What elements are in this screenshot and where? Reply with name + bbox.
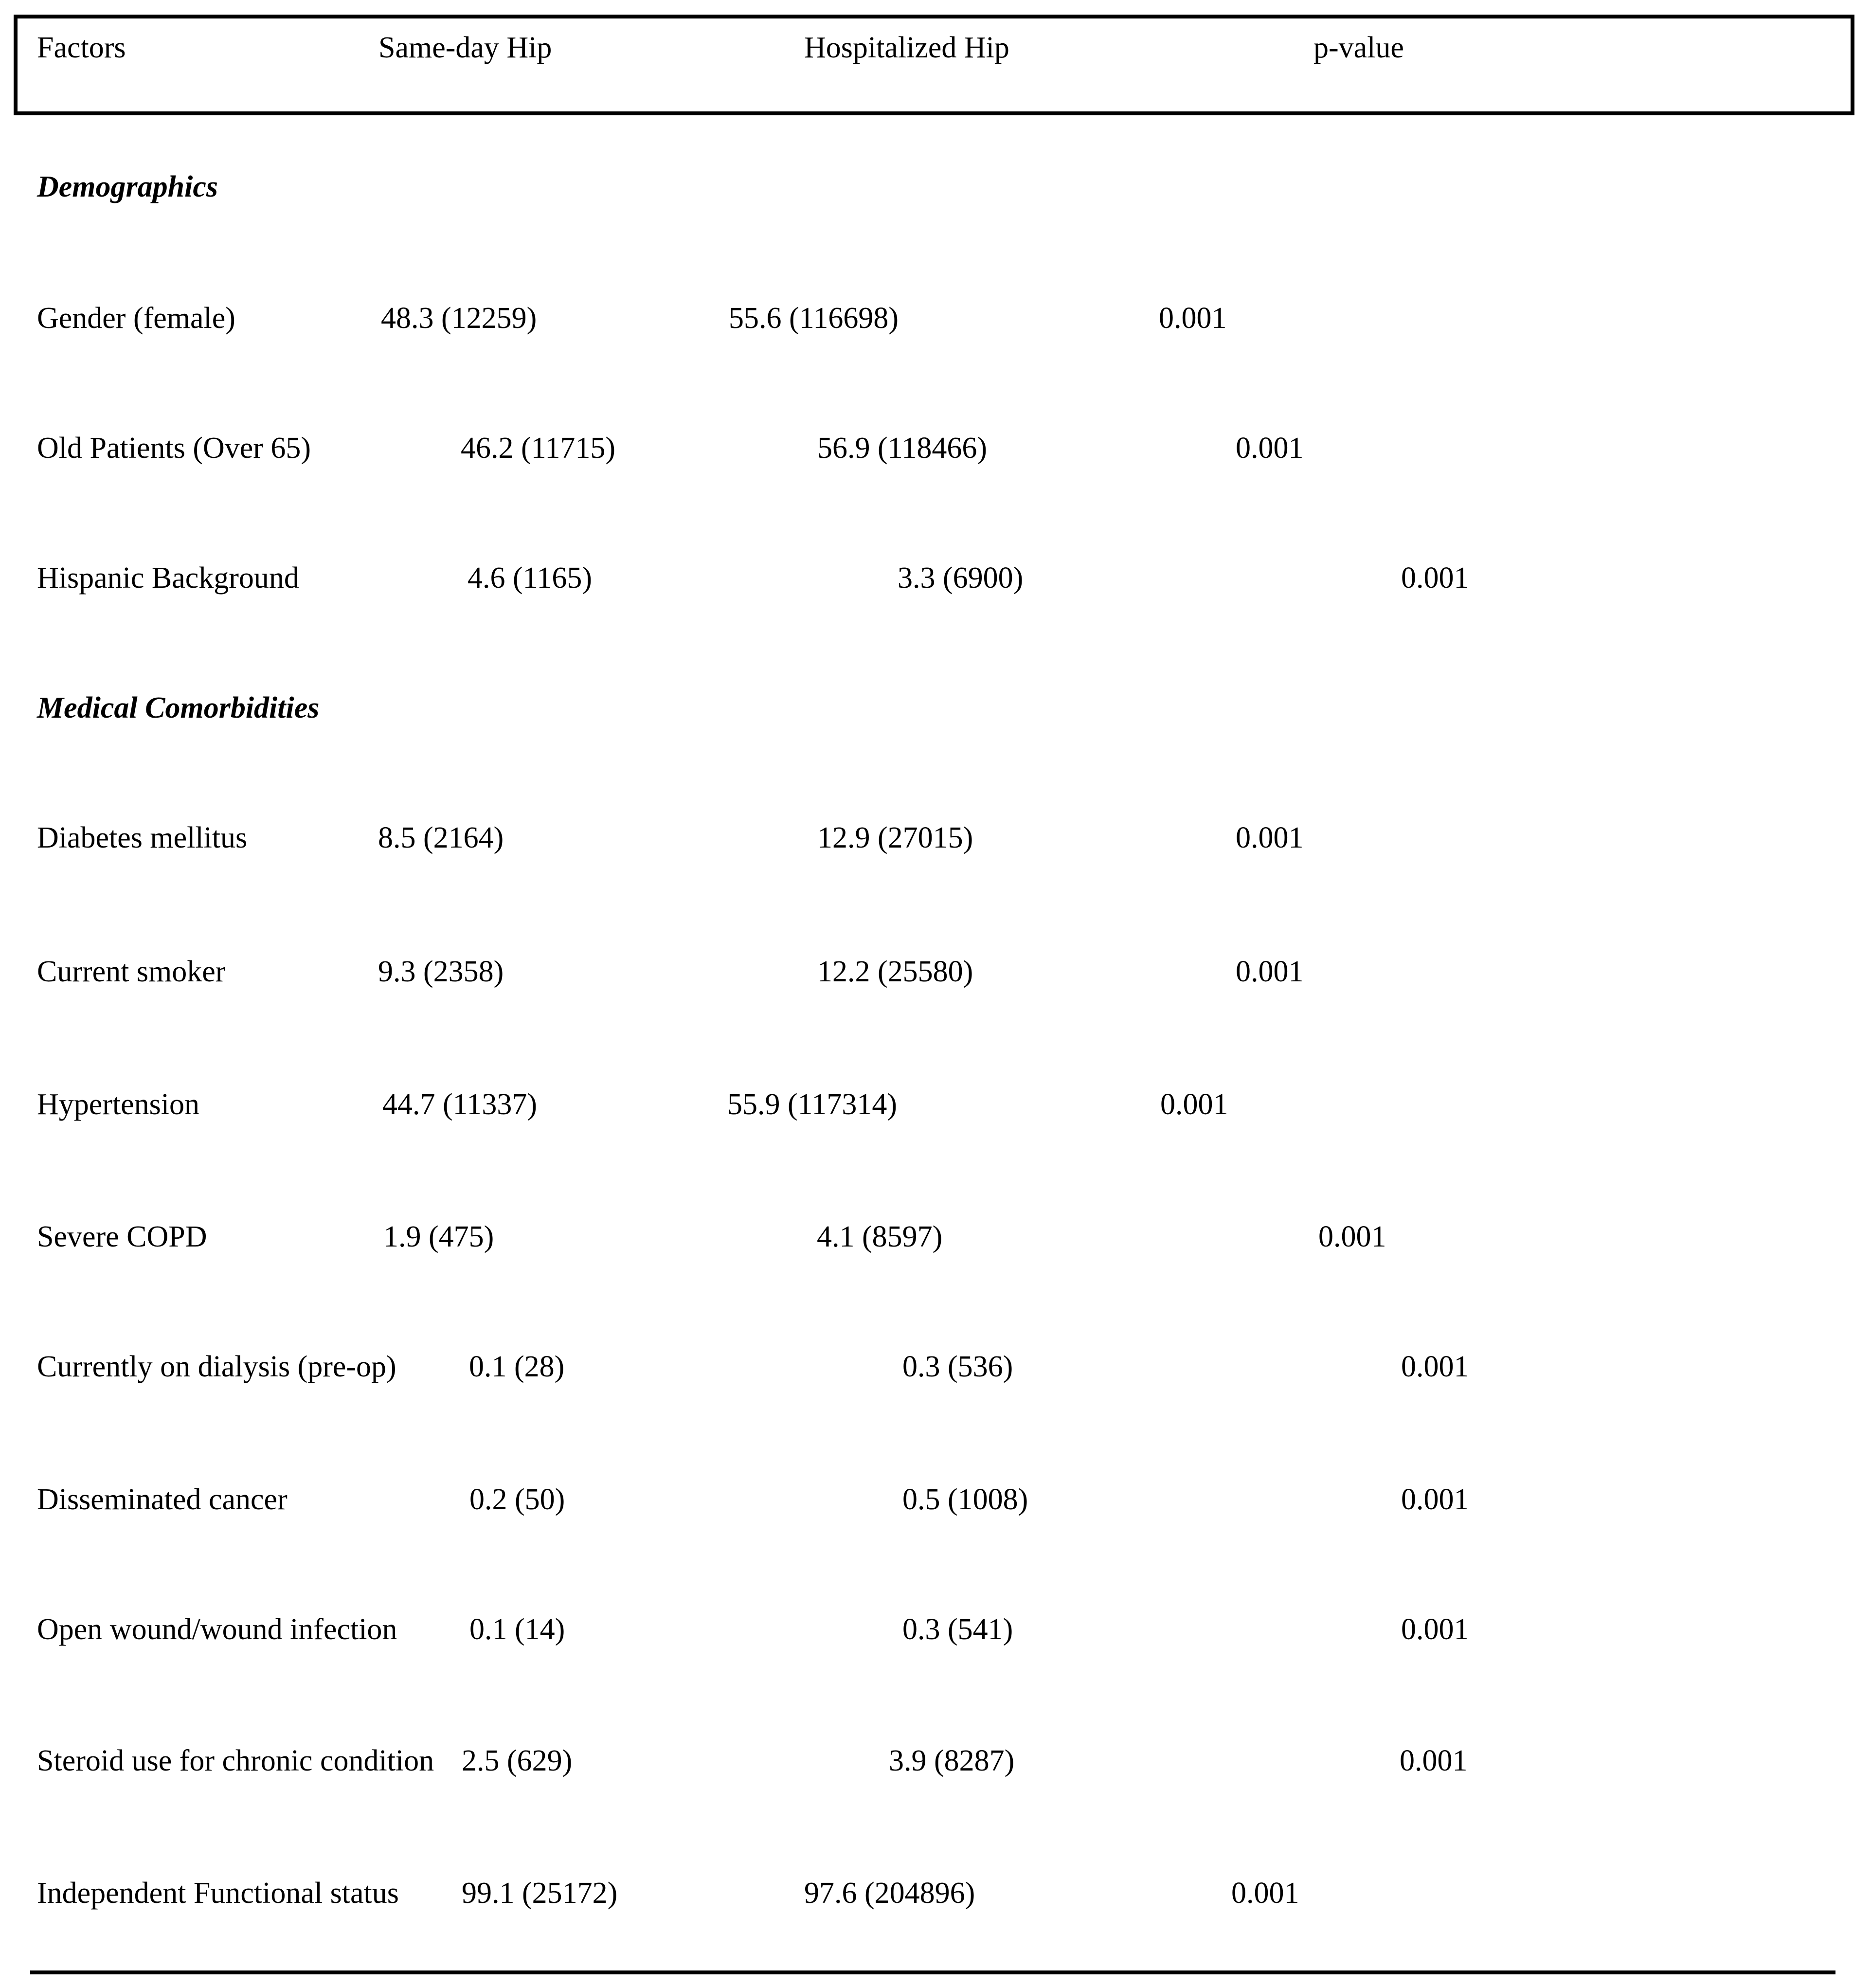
row-label: Independent Functional status: [37, 1877, 399, 1910]
cell-same-day: 0.2 (50): [469, 1483, 565, 1516]
cell-same-day: 8.5 (2164): [378, 821, 504, 854]
cell-hospitalized: 12.9 (27015): [817, 821, 973, 854]
cell-p-value: 0.001: [1401, 1350, 1469, 1383]
column-header-hospitalized: Hospitalized Hip: [804, 31, 1009, 64]
row-label: Steroid use for chronic condition: [37, 1744, 434, 1777]
cell-same-day: 44.7 (11337): [382, 1088, 537, 1121]
cell-same-day: 1.9 (475): [383, 1220, 494, 1253]
cell-hospitalized: 12.2 (25580): [817, 955, 973, 988]
cell-hospitalized: 4.1 (8597): [817, 1220, 943, 1253]
row-label: Old Patients (Over 65): [37, 432, 311, 465]
cell-p-value: 0.001: [1400, 1744, 1468, 1777]
section-title-demographics: Demographics: [37, 170, 218, 203]
section-title-medical-comorbidities: Medical Comorbidities: [37, 691, 320, 724]
cell-same-day: 0.1 (14): [469, 1613, 565, 1646]
row-label: Hispanic Background: [37, 561, 299, 595]
cell-hospitalized: 55.6 (116698): [729, 302, 899, 335]
cell-p-value: 0.001: [1236, 432, 1304, 465]
row-label: Gender (female): [37, 302, 235, 335]
column-header-factors: Factors: [37, 31, 126, 64]
cell-p-value: 0.001: [1231, 1877, 1299, 1910]
cell-same-day: 46.2 (11715): [461, 432, 615, 465]
row-label: Severe COPD: [37, 1220, 207, 1253]
cell-p-value: 0.001: [1236, 821, 1304, 854]
row-label: Current smoker: [37, 955, 226, 988]
cell-same-day: 0.1 (28): [469, 1350, 565, 1383]
row-label: Currently on dialysis (pre-op): [37, 1350, 396, 1383]
row-label: Disseminated cancer: [37, 1483, 288, 1516]
cell-same-day: 4.6 (1165): [468, 561, 592, 595]
cell-p-value: 0.001: [1401, 1483, 1469, 1516]
cell-hospitalized: 56.9 (118466): [817, 432, 987, 465]
column-header-p-value: p-value: [1313, 31, 1404, 64]
cell-p-value: 0.001: [1160, 1088, 1228, 1121]
cell-same-day: 2.5 (629): [462, 1744, 573, 1777]
row-label: Hypertension: [37, 1088, 200, 1121]
cell-hospitalized: 0.3 (536): [902, 1350, 1013, 1383]
cell-hospitalized: 55.9 (117314): [727, 1088, 897, 1121]
cell-same-day: 99.1 (25172): [462, 1877, 618, 1910]
cell-p-value: 0.001: [1159, 302, 1227, 335]
cell-hospitalized: 3.9 (8287): [889, 1744, 1015, 1777]
table-bottom-rule: [30, 1970, 1835, 1974]
cell-hospitalized: 0.5 (1008): [902, 1483, 1028, 1516]
row-label: Diabetes mellitus: [37, 821, 248, 854]
column-header-same-day: Same-day Hip: [378, 31, 552, 64]
cell-hospitalized: 3.3 (6900): [898, 561, 1024, 595]
cell-hospitalized: 0.3 (541): [902, 1613, 1013, 1646]
cell-p-value: 0.001: [1401, 561, 1469, 595]
cell-same-day: 9.3 (2358): [378, 955, 504, 988]
cell-p-value: 0.001: [1236, 955, 1304, 988]
row-label: Open wound/wound infection: [37, 1613, 397, 1646]
cell-hospitalized: 97.6 (204896): [804, 1877, 975, 1910]
cell-same-day: 48.3 (12259): [381, 302, 537, 335]
cell-p-value: 0.001: [1401, 1613, 1469, 1646]
cell-p-value: 0.001: [1318, 1220, 1386, 1253]
